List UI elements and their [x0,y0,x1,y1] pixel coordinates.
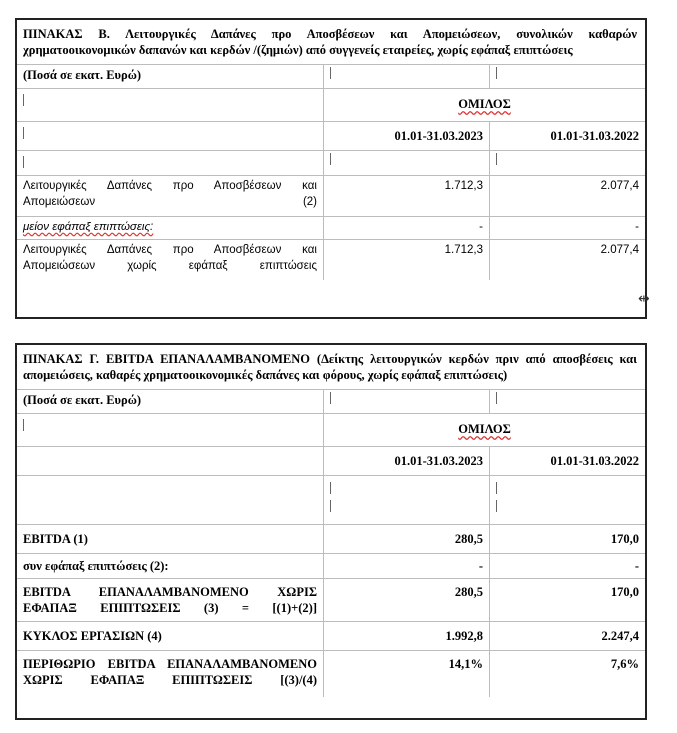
table-b-group-label: ΟΜΙΛΟΣ [458,97,511,111]
table-c-units-row [17,389,645,413]
table-c-row-label: EBITDA ΕΠΑΝΑΛΑΜΒΑΝΟΜΕΝΟ ΧΩΡΙΣ ΕΦΑΠΑΞ ΕΠΙΠΤΩΣΕΙΣ (3) = [(1)+(2)] [17,579,324,621]
table-b-col1-header: 01.01-31.03.2023 [324,122,490,150]
table-c-row-value-2023: - [324,554,490,578]
table-c-col1-header: 01.01-31.03.2023 [324,447,490,475]
table-c-row-value-2022: 7,6% [610,657,639,671]
table-c-row-value-2022: 170,0 [610,585,639,599]
table-row [17,650,645,697]
table-c-group-header [324,414,645,446]
table-b-empty-cell [490,151,645,175]
table-b-empty-cell [324,65,490,88]
table-b-row-value-2023: 1.712,3 [324,176,490,216]
table-c-period-row [17,446,645,475]
table-b-row-label: Λειτουργικές Δαπάνες προ Αποσβέσεων και Απομειώσεων χωρίς εφάπαξ επιπτώσεις [17,240,324,280]
table-c-row-value-2022: 170,0 [610,532,639,546]
table-c-row-label: ΚΥΚΛΟΣ ΕΡΓΑΣΙΩΝ (4) [17,622,324,650]
table-b-group-header [324,89,645,121]
table-c-empty-cell [324,476,490,524]
table-c-units: (Ποσά σε εκατ. Ευρώ) [17,390,324,413]
table-b-row-label: Λειτουργικές Δαπάνες προ Αποσβέσεων και Απομειώσεων (2) [17,176,324,216]
table-c-group-label: ΟΜΙΛΟΣ [458,422,511,436]
table-row [17,239,645,280]
table-c-row-value-2023: 14,1% [324,651,490,697]
table-c-title: ΠΙΝΑΚΑΣ Γ. EBITDA ΕΠΑΝΑΛΑΜΒΑΝΟΜΕΝΟ (Δείκτης λειτουργικών κερδών πριν από αποσβέσεις και απομειώσεις, καθαρές χρηματοοικονομικές δαπάνες και φόρους, χωρίς εφάπαξ επιπτώσεις) [23,352,637,382]
table-b-row-value-2022: - [635,221,639,233]
table-b-empty-cell [17,151,324,175]
table-row [17,578,645,621]
table-row [17,216,645,239]
table-b-empty-cell [17,89,324,121]
table-c-row-label: EBITDA (1) [17,525,324,553]
table-row [17,553,645,578]
table-b-row-label-text: μείον εφάπαξ επιπτώσεις: [23,221,154,233]
table-b-row-value-2023: - [324,217,490,239]
table-c-group-row [17,413,645,446]
table-row [17,175,645,216]
table-b-units-row [17,64,645,88]
column-resize-icon[interactable]: ⇹ [638,291,650,307]
table-c-empty-cell [17,447,324,475]
table-c-spacer-row [17,475,645,524]
table-b-period-row [17,121,645,150]
table-c-row-value-2023: 1.992,8 [324,622,490,650]
table-c-empty-cell [490,390,645,413]
table-c-empty-cell [324,390,490,413]
table-c-row-value-2022: 2.247,4 [601,629,639,643]
table-c-row-label: συν εφάπαξ επιπτώσεις (2): [17,554,324,578]
table-c-row-value-2023: 280,5 [324,525,490,553]
table-b-col2-header: 01.01-31.03.2022 [550,129,639,143]
table-b-empty-cell [324,151,490,175]
table-c-row-value-2022: - [634,559,639,573]
table-row [17,621,645,650]
table-b-units: (Ποσά σε εκατ. Ευρώ) [17,65,324,88]
table-c-empty-cell [17,414,324,446]
table-c-row-label: ΠΕΡΙΘΩΡΙΟ EBITDA ΕΠΑΝΑΛΑΜΒΑΝΟΜΕΝΟ ΧΩΡΙΣ ΕΦΑΠΑΞ ΕΠΙΠΤΩΣΕΙΣ [(3)/(4) [17,651,324,697]
table-b-row-value-2022: 2.077,4 [600,244,639,256]
table-c [15,343,647,720]
table-b-row-value-2023: 1.712,3 [324,240,490,280]
table-b-spacer-row [17,150,645,175]
table-b-row-label [17,217,324,239]
table-b-empty-cell [490,65,645,88]
table-row [17,524,645,553]
table-c-empty-cell [490,476,645,524]
table-b-group-row [17,88,645,121]
table-c-col2-header: 01.01-31.03.2022 [550,454,639,468]
table-c-row-value-2023: 280,5 [324,579,490,621]
table-b-empty-cell [17,122,324,150]
table-c-empty-cell [17,476,324,524]
table-b-title: ΠΙΝΑΚΑΣ Β. Λειτουργικές Δαπάνες προ Αποσβέσεων και Απομειώσεων, συνολικών καθαρών χρηματοοικονομικών δαπανών και κερδών /(ζημιών) από συγγενείς εταιρείες, χωρίς εφάπαξ επιπτώσεις [23,27,637,57]
table-b [15,18,647,319]
table-b-row-value-2022: 2.077,4 [600,180,639,192]
